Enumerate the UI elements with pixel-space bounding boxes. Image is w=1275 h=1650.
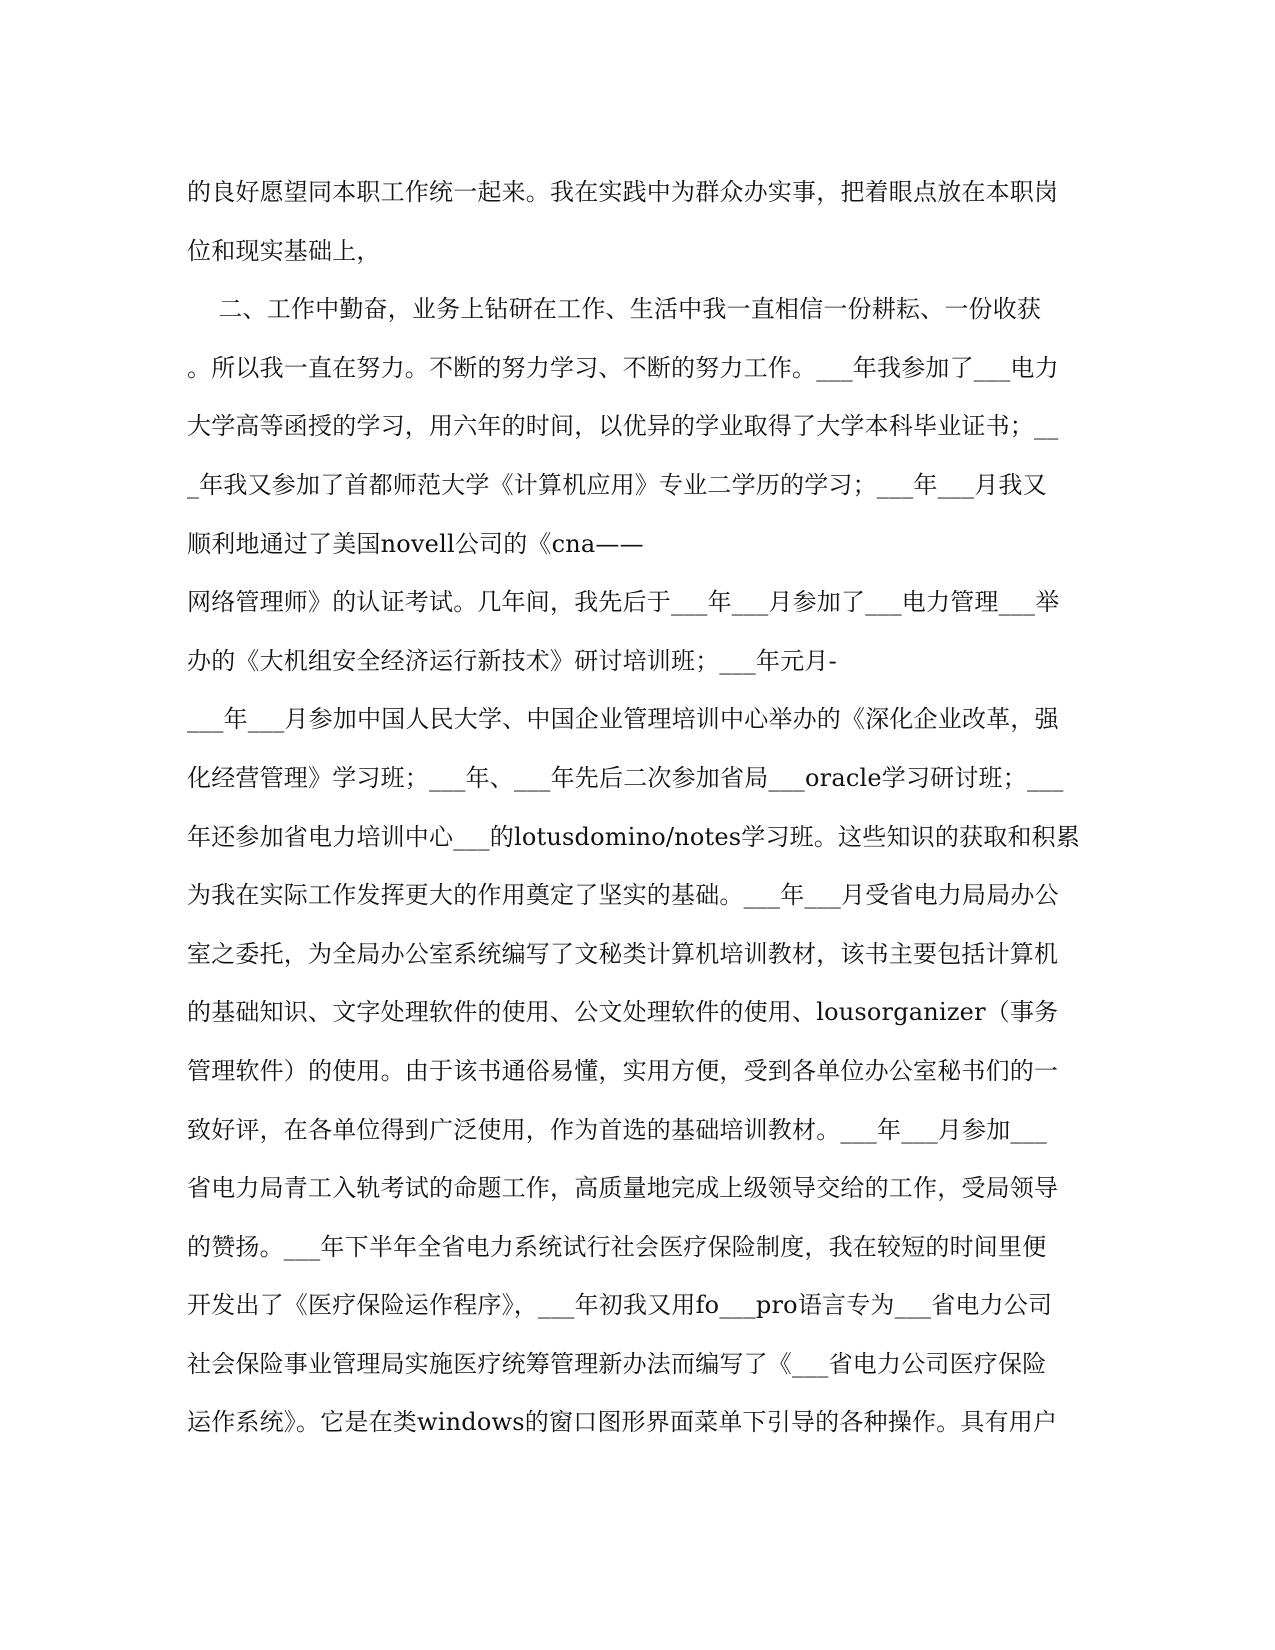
- text-line: 社会保险事业管理局实施医疗统筹管理新办法而编写了《___省电力公司医疗保险: [187, 1349, 1047, 1378]
- text-line: 室之委托，为全局办公室系统编写了文秘类计算机培训教材，该书主要包括计算机: [187, 939, 1059, 968]
- text-line: 二、工作中勤奋，业务上钻研在工作、生活中我一直相信一份耕耘、一份收获: [187, 295, 1042, 324]
- text-line: _年我又参加了首都师范大学《计算机应用》专业二学历的学习；___年___月我又: [187, 470, 1047, 499]
- text-line: 网络管理师》的认证考试。几年间，我先后于___年___月参加了___电力管理___举: [187, 588, 1060, 617]
- text-line: 省电力局青工入轨考试的命题工作，高质量地完成上级领导交给的工作，受局领导: [187, 1174, 1059, 1203]
- text-line: 大学高等函授的学习，用六年的时间，以优异的学业取得了大学本科毕业证书；__: [187, 412, 1059, 441]
- text-line: ___年___月参加中国人民大学、中国企业管理培训中心举办的《深化企业改革，强: [187, 705, 1059, 734]
- text-line: 顺利地通过了美国novell公司的《cna——: [187, 529, 644, 558]
- text-line: 的赞扬。___年下半年全省电力系统试行社会医疗保险制度，我在较短的时间里便: [187, 1232, 1047, 1261]
- text-line: 。所以我一直在努力。不断的努力学习、不断的努力工作。___年我参加了___电力: [187, 353, 1059, 382]
- text-line: 化经营管理》学习班；___年、___年先后二次参加省局___oracle学习研讨班；___: [187, 763, 1064, 792]
- text-line: 的良好愿望同本职工作统一起来。我在实践中为群众办实事，把着眼点放在本职岗: [187, 178, 1059, 206]
- text-line: 的基础知识、文字处理软件的使用、公文处理软件的使用、lousorganizer（事务: [187, 998, 1059, 1027]
- text-line: 位和现实基础上，: [187, 236, 381, 265]
- body-text: [187, 163, 1087, 1452]
- text-line: 致好评，在各单位得到广泛使用，作为首选的基础培训教材。___年___月参加___: [187, 1115, 1047, 1144]
- text-line: 运作系统》。它是在类windows的窗口图形界面菜单下引导的各种操作。具有用户: [187, 1408, 1058, 1437]
- text-line: 管理软件）的使用。由于该书通俗易懂，实用方便，受到各单位办公室秘书们的一: [187, 1056, 1059, 1085]
- text-line: 为我在实际工作发挥更大的作用奠定了坚实的基础。___年___月受省电力局局办公: [187, 881, 1059, 910]
- text-line: 年还参加省电力培训中心___的lotusdomino/notes学习班。这些知识的获取和积累: [187, 822, 1081, 851]
- text-line: 办的《大机组安全经济运行新技术》研讨培训班；___年元月-: [187, 646, 837, 675]
- text-line: 开发出了《医疗保险运作程序》，___年初我又用fo___pro语言专为___省电力公司: [187, 1291, 1053, 1320]
